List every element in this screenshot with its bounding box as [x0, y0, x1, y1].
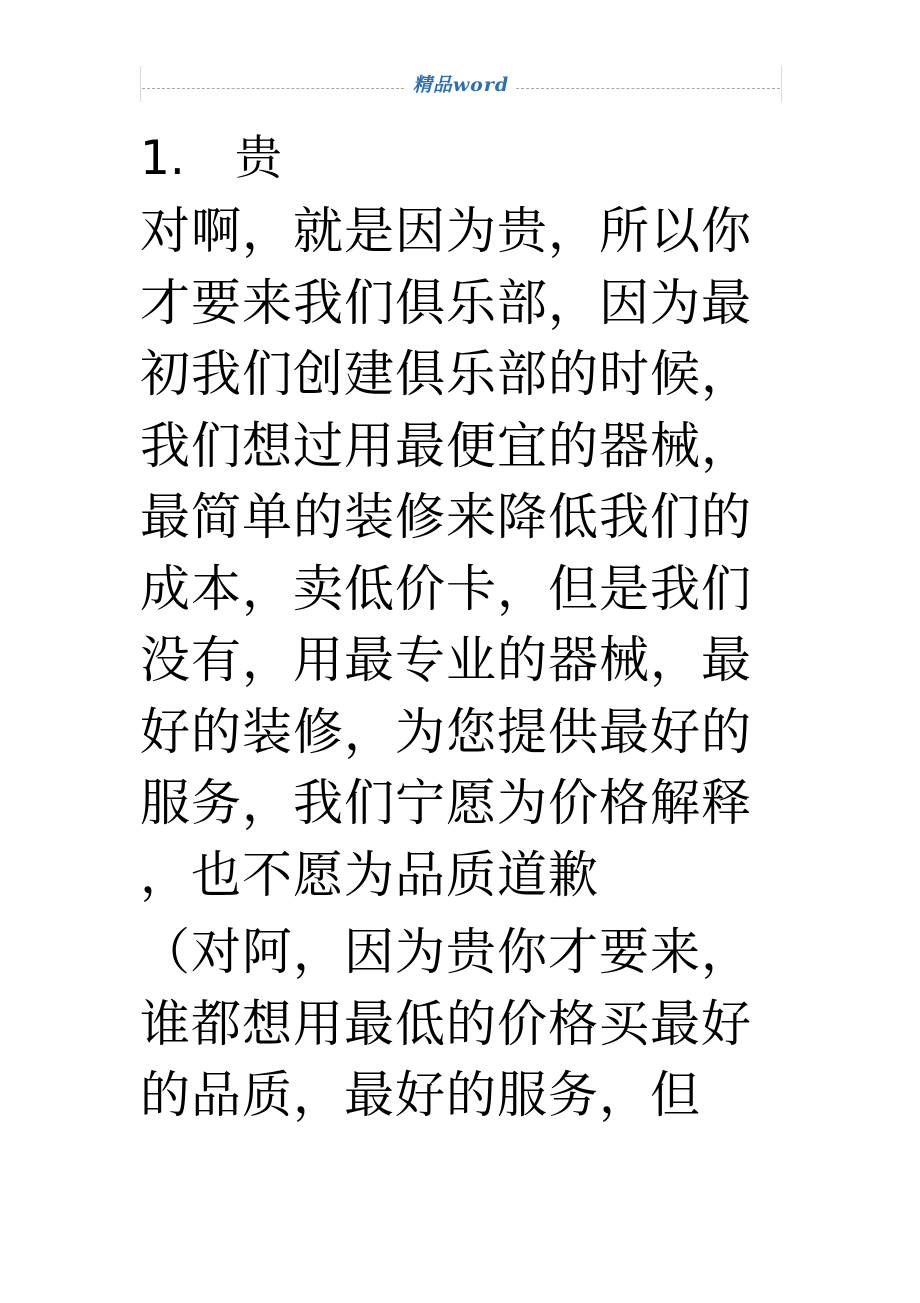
paragraph-line: 对啊，就是因为贵，所以你: [140, 202, 752, 260]
section-number: 1.: [140, 131, 185, 186]
paragraph-line: 好的装修，为您提供最好的: [140, 702, 752, 761]
paragraph-line: 初我们创建俱乐部的时候，: [140, 345, 752, 403]
section-heading: [140, 126, 770, 196]
page-header: [140, 64, 782, 104]
document-body: [140, 126, 770, 1132]
paragraph-line: （对阿，因为贵你才要来，: [140, 923, 752, 981]
section-title: 贵: [235, 131, 282, 186]
paragraph-line: ，也不愿为品质道歉: [140, 845, 599, 904]
paragraph-line: 没有，用最专业的器械，最: [140, 631, 752, 689]
header-rule-right: [516, 88, 780, 89]
paragraph-line: 谁都想用最低的价格买最好: [140, 994, 752, 1053]
paragraph-line: 最简单的装修来降低我们的: [140, 488, 752, 546]
paragraph-2: [140, 917, 770, 1132]
paragraph-line: 才要来我们俱乐部，因为最: [140, 273, 752, 332]
paragraph-line: 服务，我们宁愿为价格解释: [140, 774, 752, 832]
paragraph-line: 成本，卖低价卡，但是我们: [140, 559, 752, 618]
header-corner-right: [781, 66, 782, 102]
header-corner-left: [140, 66, 141, 102]
header-brand-logo: 精品word: [412, 74, 510, 96]
paragraph-line: 我们想过用最便宜的器械，: [140, 416, 752, 475]
paragraph-line: 的品质，最好的服务，但: [140, 1066, 701, 1124]
paragraph-1: [140, 196, 770, 911]
header-rule-left: [142, 88, 404, 89]
